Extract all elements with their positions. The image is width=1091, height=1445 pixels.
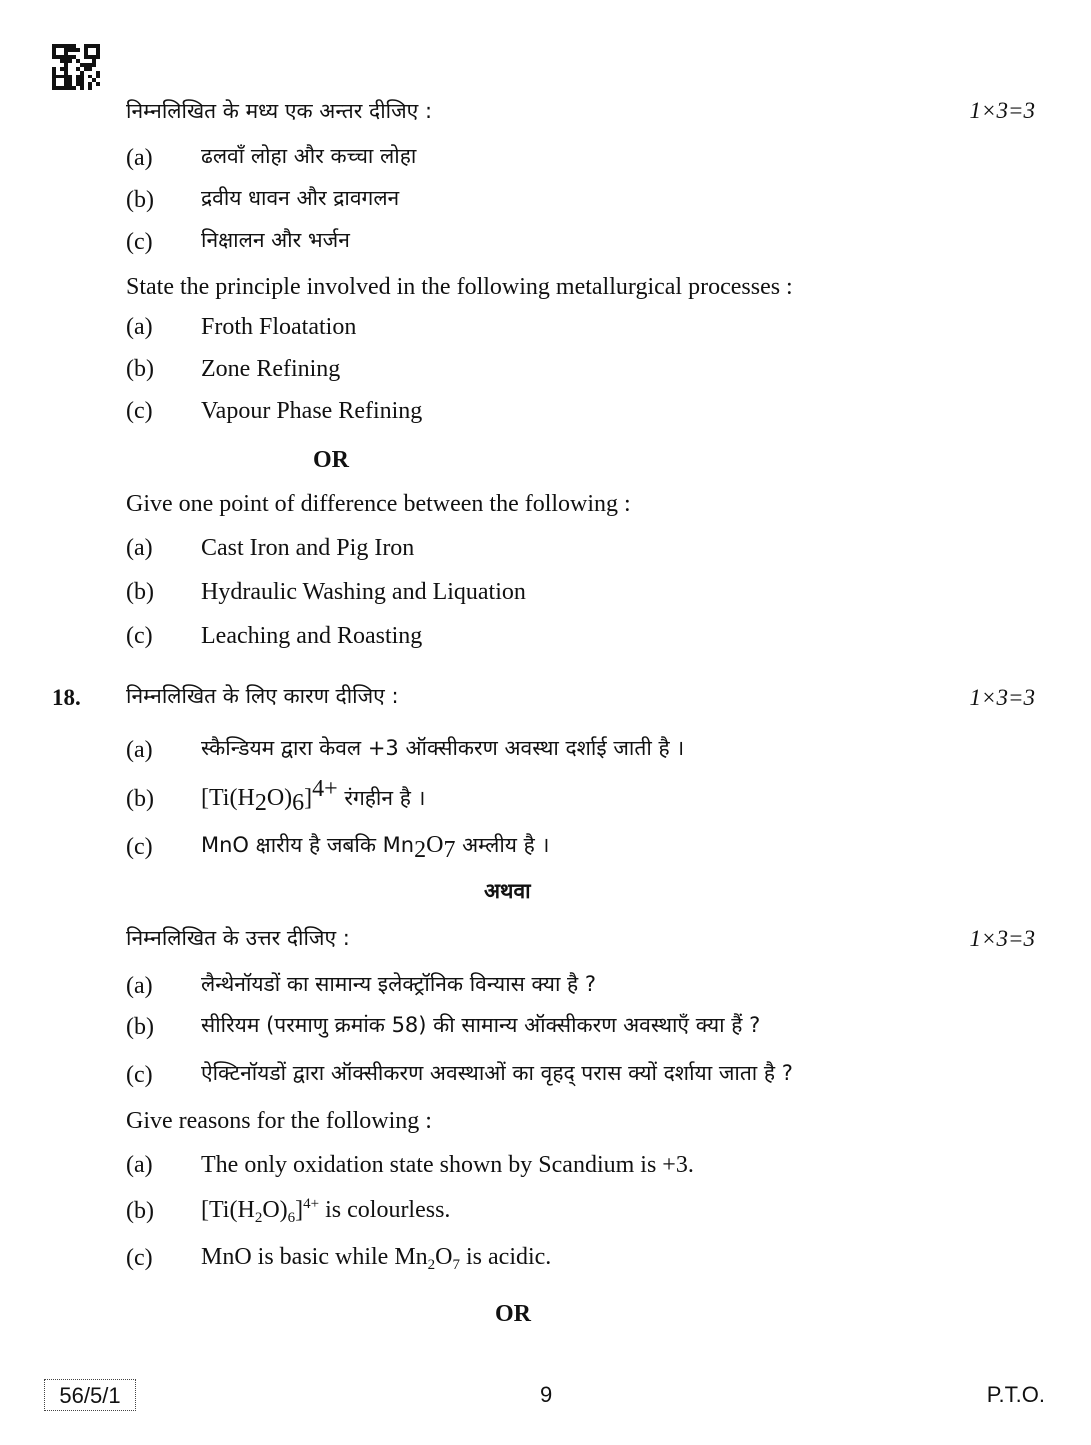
page-number: 9 xyxy=(540,1382,553,1407)
q18-hi-c-label: (c) xyxy=(126,834,153,860)
q17-en-b-label: (b) xyxy=(126,356,154,382)
qr-code-icon xyxy=(52,44,100,90)
q18-en-b-label: (b) xyxy=(126,1198,154,1224)
q18-en-a-text: The only oxidation state shown by Scandium is +3. xyxy=(201,1152,694,1178)
q17-hi-a-text: ढलवाँ लोहा और कच्चा लोहा xyxy=(201,144,417,168)
q18-number: 18. xyxy=(52,685,81,710)
q18-hi-b-label: (b) xyxy=(126,786,154,812)
pto-label: P.T.O. xyxy=(986,1382,1045,1407)
q17-hi-c-text: निक्षालन और भर्जन xyxy=(201,228,350,252)
q17-en-b-text: Zone Refining xyxy=(201,356,341,382)
q18-english-intro: Give reasons for the following : xyxy=(126,1108,432,1134)
q17-or-label: OR xyxy=(313,447,349,473)
q18-alt-hi-a-text: लैन्थेनॉयडों का सामान्य इलेक्ट्रॉनिक विन्यास क्या है ? xyxy=(201,972,597,996)
q18-athva-label: अथवा xyxy=(484,879,531,903)
q17-hi-c-label: (c) xyxy=(126,229,153,255)
q17-hindi-intro: निम्नलिखित के मध्य एक अन्तर दीजिए : xyxy=(126,99,433,123)
q18-en-c-label: (c) xyxy=(126,1245,153,1271)
q18-alt-marks: 1×3=3 xyxy=(969,926,1035,951)
q17-en-c-label: (c) xyxy=(126,398,153,424)
q18-alt-hi-b-text: सीरियम (परमाणु क्रमांक 58) की सामान्य ऑक्सीकरण अवस्थाएँ क्या हैं ? xyxy=(201,1013,761,1037)
q17-alt-c-label: (c) xyxy=(126,623,153,649)
q17-marks: 1×3=3 xyxy=(969,98,1035,123)
q17-alt-a-label: (a) xyxy=(126,535,153,561)
q18-alt-hi-c-text: ऐक्टिनॉयडों द्वारा ऑक्सीकरण अवस्थाओं का वृहद् परास क्यों दर्शाया जाता है ? xyxy=(201,1061,793,1085)
q18-hi-a-label: (a) xyxy=(126,737,153,763)
q18-hi-b-text: $[Ti(H_2O)_6]^{4+}$ रंगहीन है । xyxy=(201,776,426,816)
q17-alt-a-text: Cast Iron and Pig Iron xyxy=(201,535,415,561)
q17-en-a-text: Froth Floatation xyxy=(201,314,357,340)
q17-alt-c-text: Leaching and Roasting xyxy=(201,623,423,649)
q17-alt-intro: Give one point of difference between the following : xyxy=(126,491,631,517)
q17-hi-a-label: (a) xyxy=(126,145,153,171)
q18-hi-a-text: स्कैन्डियम द्वारा केवल +3 ऑक्सीकरण अवस्था दर्शाई जाती है । xyxy=(201,736,685,760)
q18-hi-c-text: MnO क्षारीय है जबकि $Mn_2O_7$ अम्लीय है । xyxy=(201,832,550,863)
q17-hi-b-text: द्रवीय धावन और द्रावगलन xyxy=(201,186,400,210)
q18-en-c-text: MnO is basic while $Mn_2O_7$ is acidic. xyxy=(201,1244,552,1273)
q18-alt-hi-b-label: (b) xyxy=(126,1014,154,1040)
q18-en-a-label: (a) xyxy=(126,1152,153,1178)
q18-en-b-text: $[Ti(H_2O)_6]^{4+}$ is colourless. xyxy=(201,1196,451,1226)
q18-or-label: OR xyxy=(495,1301,531,1327)
paper-code: 56/5/1 xyxy=(44,1379,136,1411)
q18-alt-hindi-intro: निम्नलिखित के उत्तर दीजिए : xyxy=(126,926,350,950)
q17-en-c-text: Vapour Phase Refining xyxy=(201,398,423,424)
q18-alt-hi-a-label: (a) xyxy=(126,973,153,999)
q18-marks: 1×3=3 xyxy=(969,685,1035,710)
q17-hi-b-label: (b) xyxy=(126,187,154,213)
q18-hindi-intro: निम्नलिखित के लिए कारण दीजिए : xyxy=(126,684,399,708)
q17-alt-b-text: Hydraulic Washing and Liquation xyxy=(201,579,526,605)
q17-en-a-label: (a) xyxy=(126,314,153,340)
q18-alt-hi-c-label: (c) xyxy=(126,1062,153,1088)
q17-english-intro: State the principle involved in the following metallurgical processes : xyxy=(126,274,793,300)
q17-alt-b-label: (b) xyxy=(126,579,154,605)
